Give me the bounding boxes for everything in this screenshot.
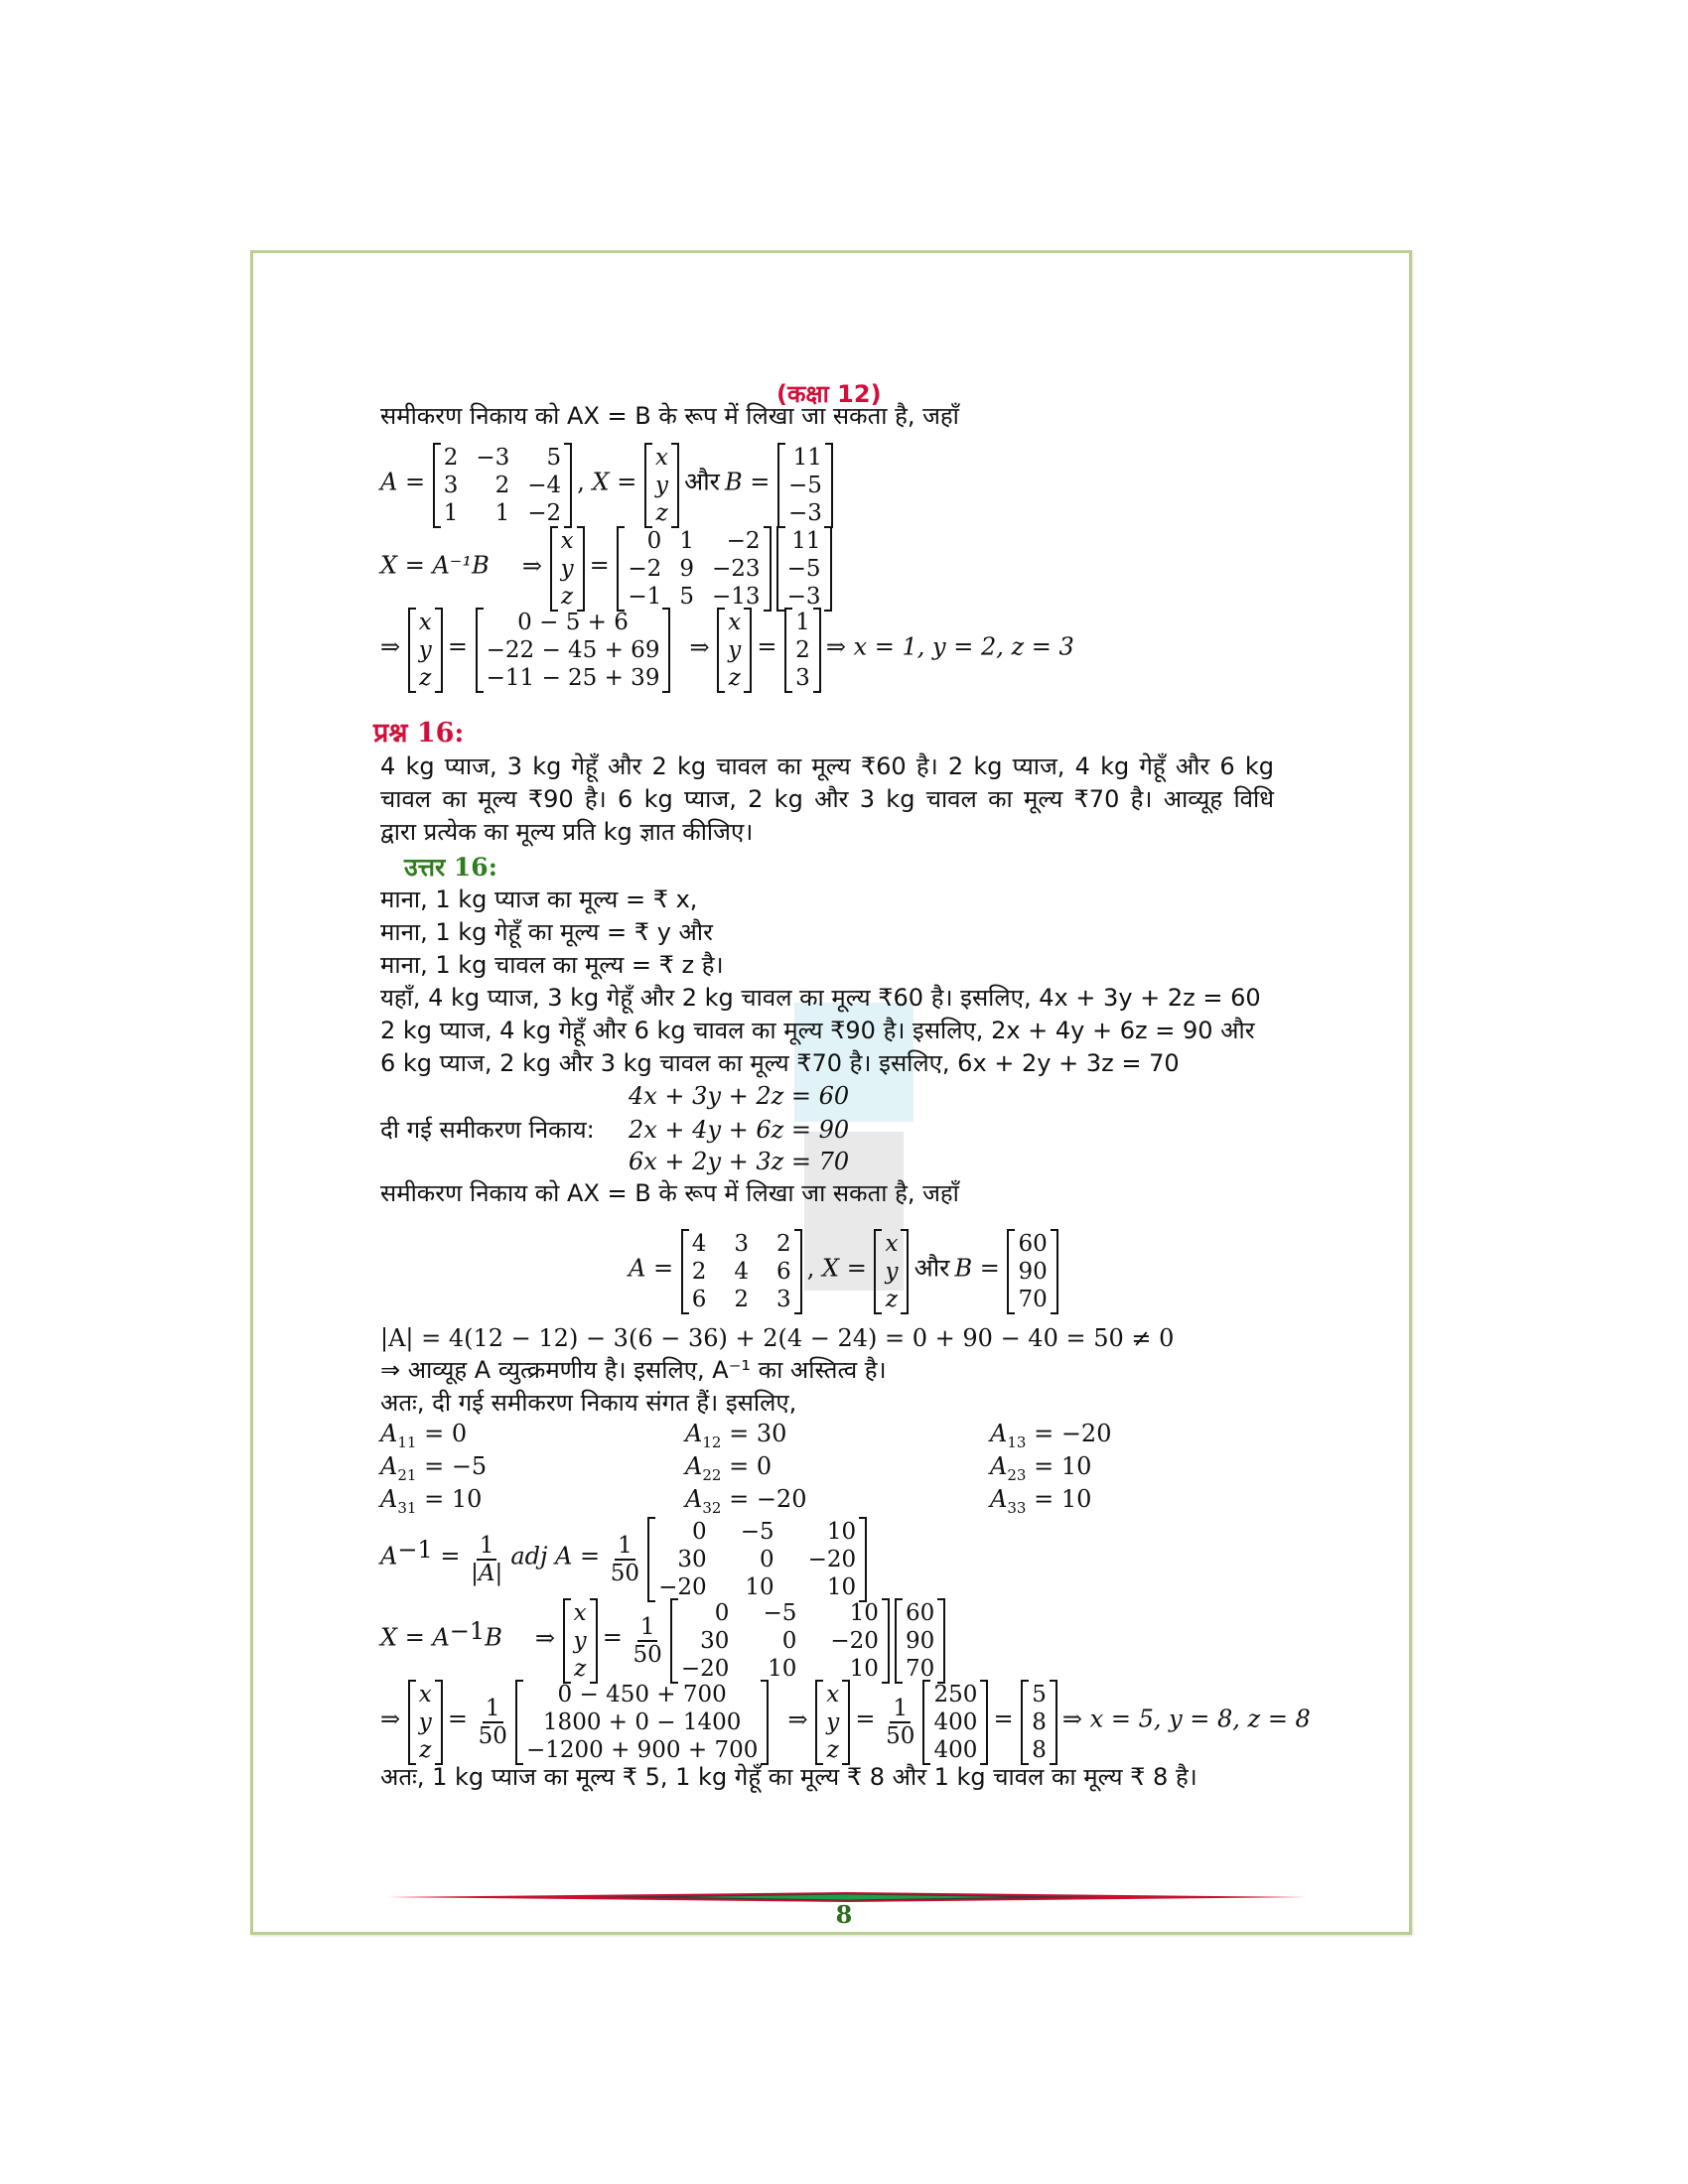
inverse-line: $A^{-1}$ = $\frac{1}{|A|}$ adj A = $\frac{1}{50}$ 0 −5 10 30 0 −20 −20 10 10: [380, 1517, 867, 1602]
answer-title: उत्तर 16:: [404, 853, 497, 882]
cofactor-11: $A_{11} = 0$: [380, 1420, 468, 1451]
final-answer: अतः, 1 kg प्याज का मूल्य ₹ 5, 1 kg गेहूँ का मूल्य ₹ 8 और 1 kg चावल का मूल्य ₹ 8 है।: [380, 1763, 1197, 1791]
system-label: दी गई समीकरण निकाय:: [380, 1116, 595, 1144]
prev-step1: X = A⁻¹B ⇒ x y z = 0 1 −2 −2 9 −23 −1 5 −13 11 −5 −3: [380, 526, 832, 612]
adjoint-matrix: 0 −5 10 30 0 −20 −20 10 10: [647, 1517, 867, 1602]
question-line-2: चावल का मूल्य ₹90 है। 6 kg प्याज, 2 kg और 3 kg चावल का मूल्य ₹70 है। आव्यूह विधि: [380, 785, 1274, 813]
answer-line-2: माना, 1 kg गेहूँ का मूल्य = ₹ y और: [380, 918, 713, 946]
determinant: |A| = 4(12 − 12) − 3(6 − 36) + 2(4 − 24) = 0 + 90 − 40 = 50 ≠ 0: [380, 1324, 1175, 1352]
solve-line-1: $X = A^{-1}B$ ⇒ x y z = $\frac{1}{50}$ 0 −5 10 30 0 −20 −20 10 10 60 90 70: [380, 1598, 945, 1684]
answer-line-4: यहाँ, 4 kg प्याज, 3 kg गेहूँ और 2 kg चावल का मूल्य ₹60 है। इसलिए, 4x + 3y + 2z = 60: [380, 984, 1261, 1012]
prev-matrix-line: A = 2 −3 5 3 2 −4 1 1 −2 , X = x y z और B = 11 −5 −3: [380, 443, 833, 528]
cofactor-23: $A_{23} = 10$: [990, 1452, 1092, 1484]
answer-line-5: 2 kg प्याज, 4 kg गेहूँ और 6 kg चावल का मूल्य ₹90 है। इसलिए, 2x + 4y + 6z = 90 और: [380, 1017, 1255, 1044]
matrix-A: 4 3 2 2 4 6 6 2 3: [681, 1229, 802, 1314]
cofactor-12: $A_{12} = 30$: [685, 1420, 787, 1451]
system-eq-2: 2x + 4y + 6z = 90: [629, 1116, 850, 1144]
cofactor-22: $A_{22} = 0$: [685, 1452, 773, 1484]
question-line-3: द्वारा प्रत्येक का मूल्य प्रति kg ज्ञात कीजिए।: [380, 818, 754, 846]
answer-line-6: 6 kg प्याज, 2 kg और 3 kg चावल का मूल्य ₹70 है। इसलिए, 6x + 2y + 3z = 70: [380, 1049, 1180, 1077]
prev-intro: समीकरण निकाय को AX = B के रूप में लिखा जा सकता है, जहाँ: [380, 402, 959, 430]
question-line-1: 4 kg प्याज, 3 kg गेहूँ और 2 kg चावल का मूल्य ₹60 है। 2 kg प्याज, 4 kg गेहूँ और 6 kg: [380, 752, 1274, 780]
cofactor-31: $A_{31} = 10$: [380, 1485, 483, 1517]
solve-line-2: ⇒ x y z = $\frac{1}{50}$ 0 − 450 + 700 1800 + 0 − 1400 −1200 + 900 + 700 ⇒ x y z = $\frac{1}{50}$ 250 400 400 = 5 8 8 ⇒ x = 5, y = 8, z = 8: [380, 1682, 1311, 1763]
cofactor-33: $A_{33} = 10$: [990, 1485, 1092, 1517]
vector-X-prev: x y z: [644, 443, 679, 528]
cofactor-21: $A_{21} = -5$: [380, 1452, 488, 1484]
answer-line-1: माना, 1 kg प्याज का मूल्य = ₹ x,: [380, 886, 698, 913]
vector-B-prev: 11 −5 −3: [777, 443, 833, 528]
matrix-line: A = 4 3 2 2 4 6 6 2 3 , X = x y z और B = 60 90 70: [629, 1229, 1058, 1314]
answer-line-3: माना, 1 kg चावल का मूल्य = ₹ z है।: [380, 951, 724, 979]
system-eq-3: 6x + 2y + 3z = 70: [629, 1148, 850, 1175]
consistent-statement: अतः, दी गई समीकरण निकाय संगत हैं। इसलिए,: [380, 1389, 797, 1417]
cofactor-13: $A_{13} = -20$: [990, 1420, 1112, 1451]
matrix-A-prev: 2 −3 5 3 2 −4 1 1 −2: [433, 443, 572, 528]
class-label: (कक्षा 12): [776, 380, 882, 408]
question-title: प्रश्न 16:: [373, 718, 465, 749]
system-eq-1: 4x + 3y + 2z = 60: [629, 1082, 850, 1110]
invertible-statement: ⇒ आव्यूह A व्युत्क्रमणीय है। इसलिए, A⁻¹ का अस्तित्व है।: [380, 1356, 887, 1384]
matrix-intro: समीकरण निकाय को AX = B के रूप में लिखा जा सकता है, जहाँ: [380, 1179, 959, 1207]
vector-X: x y z: [874, 1229, 909, 1314]
prev-step2: ⇒ x y z = 0 − 5 + 6 −22 − 45 + 69 −11 − 25 + 39 ⇒ x y z = 1 2 3 ⇒ x = 1, y = 2, z = 3: [380, 610, 1074, 691]
cofactor-32: $A_{32} = -20$: [685, 1485, 807, 1517]
page-number: 8: [835, 1900, 853, 1929]
vector-B: 60 90 70: [1007, 1229, 1057, 1314]
matrix-Ainv-prev: 0 1 −2 −2 9 −23 −1 5 −13: [617, 526, 771, 612]
